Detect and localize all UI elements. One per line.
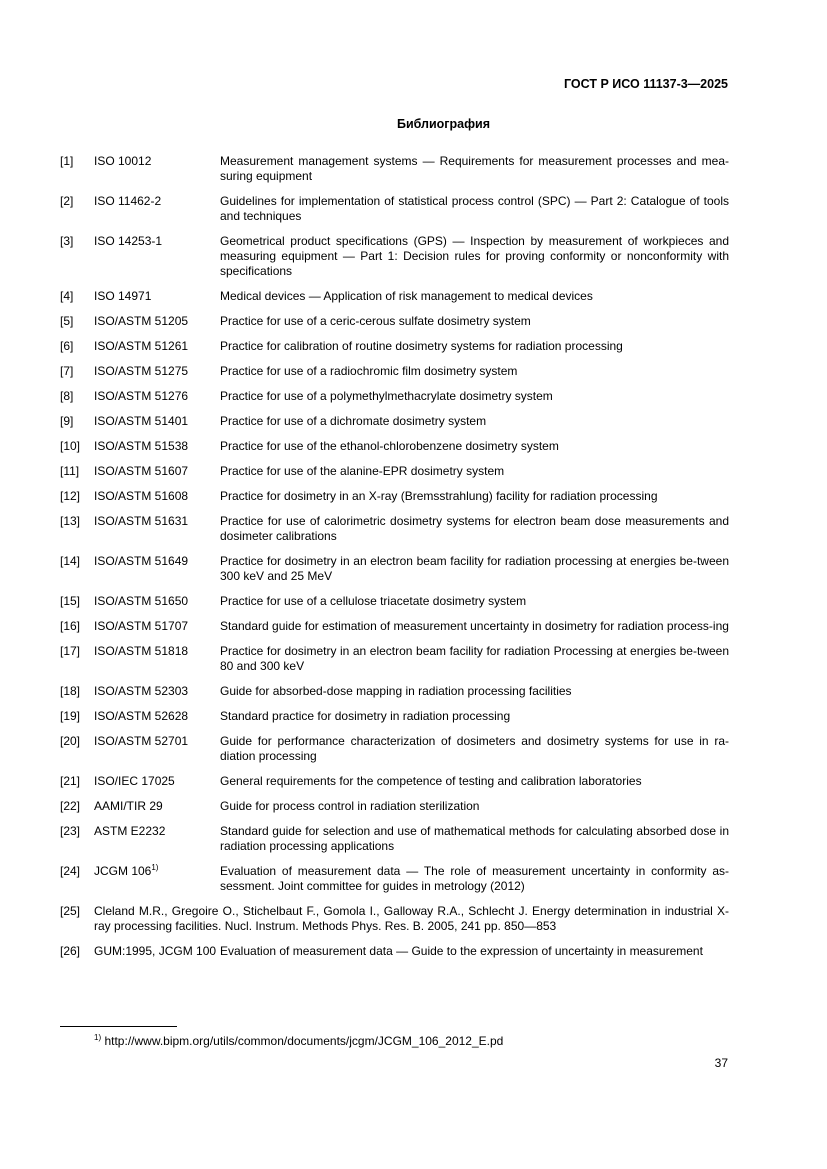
ref-code: ISO/ASTM 51818 [94,644,189,658]
ref-title: Standard guide for estimation of measurement uncertainty in dosimetry for radiation process-ing [220,619,729,633]
ref-code-with-footnote [94,864,220,894]
ref-code: ASTM E2232 [94,824,166,838]
list-item [60,389,729,404]
footnote-separator [60,1026,177,1027]
ref-number: [8] [60,389,74,403]
ref-title: Practice for use of a ceric-cerous sulfate dosimetry system [220,314,531,328]
list-item [60,489,729,504]
ref-number: [26] [60,944,81,958]
ref-title: Practice for use of the alanine-EPR dosimetry system [220,464,505,478]
ref-title: Practice for use of a dichromate dosimetry system [220,414,487,428]
list-item [60,644,729,674]
ref-number: [7] [60,364,74,378]
ref-number: [5] [60,314,74,328]
ref-title: Practice for use of the ethanol-chlorobenzene dosimetry system [220,439,559,453]
ref-title: Practice for use of a radiochromic film dosimetry system [220,364,518,378]
ref-code: ISO/IEC 17025 [94,774,175,788]
footnote-marker: 1) [94,1033,102,1042]
ref-code: ISO/ASTM 51649 [94,554,189,568]
ref-number: [14] [60,554,81,568]
ref-number: [18] [60,684,81,698]
ref-code: ISO/ASTM 51608 [94,489,189,503]
ref-number: [19] [60,709,81,723]
ref-title: Evaluation of measurement data — The role of measurement uncertainty in conformity as-sessment. Joint committee for guides in metrology (2012) [220,864,729,893]
list-item [60,514,729,544]
ref-code: ISO/ASTM 52701 [94,734,189,748]
ref-title: Guide for performance characterization of dosimeters and dosimetry systems for use in ra-diation processing [220,734,729,763]
ref-title: Practice for calibration of routine dosimetry systems for radiation processing [220,339,623,353]
ref-number: [11] [60,464,80,478]
ref-title: Evaluation of measurement data — Guide to the expression of uncertainty in measurement [220,944,703,958]
list-item [60,684,729,699]
ref-code: ISO/ASTM 52628 [94,709,189,723]
ref-title: Practice for use of a polymethylmethacrylate dosimetry system [220,389,553,403]
ref-title: Practice for dosimetry in an electron beam facility for radiation Processing at energies be-tween 80 and 300 keV [220,644,729,673]
ref-code: ISO/ASTM 51631 [94,514,189,528]
ref-number: [21] [60,774,81,788]
list-item [60,194,729,224]
ref-number: [2] [60,194,74,208]
ref-number: [25] [60,904,81,918]
ref-number: [17] [60,644,81,658]
ref-code: ISO/ASTM 52303 [94,684,189,698]
ref-code: ISO/ASTM 51538 [94,439,189,453]
ref-title: Guidelines for implementation of statistical process control (SPC) — Part 2: Catalogue of tools and techniques [220,194,729,223]
list-item [60,234,729,279]
list-item [60,709,729,724]
ref-title: Practice for dosimetry in an electron beam facility for radiation processing at energies be-tween 300 keV and 25 MeV [220,554,729,583]
ref-number: [23] [60,824,81,838]
ref-title: Standard guide for selection and use of mathematical methods for calculating absorbed dose in radiation processing applications [220,824,729,853]
ref-number: [16] [60,619,81,633]
list-item [60,339,729,354]
list-item [60,734,729,764]
page-title: Библиография [396,117,491,131]
ref-code: ISO 14253-1 [94,234,163,248]
ref-number: [10] [60,439,81,453]
list-item [60,314,729,329]
list-item [60,619,729,634]
ref-number: [9] [60,414,74,428]
ref-code: ISO/ASTM 51401 [94,414,189,428]
list-item [60,554,729,584]
ref-code: GUM:1995, JCGM 100 [94,944,217,958]
bibliography-list [60,154,729,969]
list-item [60,774,729,789]
ref-title: Standard practice for dosimetry in radiation processing [220,709,511,723]
ref-code: AAMI/TIR 29 [94,799,163,813]
list-item [60,289,729,304]
ref-title: Medical devices — Application of risk management to medical devices [220,289,593,303]
ref-number: [20] [60,734,81,748]
ref-code: ISO/ASTM 51276 [94,389,189,403]
ref-title: Practice for use of calorimetric dosimetry systems for electron beam dose measurements and dosimeter calibrations [220,514,729,543]
list-item [60,154,729,184]
list-item [60,364,729,379]
ref-number: [4] [60,289,74,303]
ref-title: Measurement management systems — Requirements for measurement processes and mea-suring equipment [220,154,729,183]
ref-title: Geometrical product specifications (GPS) — Inspection by measurement of workpieces and measuring equipment — Part 1: Decision rules for proving conformity or nonconformity with specifications [220,234,729,278]
ref-code: ISO/ASTM 51650 [94,594,189,608]
ref-title: General requirements for the competence of testing and calibration laboratories [220,774,642,788]
footnote-link[interactable]: http://www.bipm.org/utils/common/documents/jcgm/JCGM_106_2012_E.pd [104,1034,504,1048]
ref-code: ISO 14971 [94,289,152,303]
ref-title: Practice for use of a cellulose triacetate dosimetry system [220,594,527,608]
document-header: ГОСТ Р ИСО 11137-3—2025 [564,77,728,91]
list-item [60,594,729,609]
ref-code: ISO/ASTM 51261 [94,339,189,353]
ref-code: ISO/ASTM 51275 [94,364,189,378]
ref-number: [22] [60,799,81,813]
ref-number: [3] [60,234,74,248]
list-item [60,414,729,429]
list-item [60,464,729,479]
footnote [94,1034,503,1049]
page-number: 37 [714,1056,728,1070]
list-item [60,864,729,894]
ref-number: [1] [60,154,74,168]
ref-code: ISO/ASTM 51205 [94,314,189,328]
ref-code: ISO 10012 [94,154,152,168]
ref-number: [6] [60,339,74,353]
list-item [60,799,729,814]
ref-title: Practice for dosimetry in an X-ray (Bremsstrahlung) facility for radiation processing [220,489,658,503]
list-item [60,944,729,959]
ref-number: [15] [60,594,81,608]
list-item [60,824,729,854]
ref-title: Guide for absorbed-dose mapping in radiation processing facilities [220,684,572,698]
ref-number: [13] [60,514,81,528]
ref-code: ISO/ASTM 51607 [94,464,189,478]
list-item [60,904,729,934]
ref-number: [12] [60,489,81,503]
ref-code: JCGM 106 [94,864,152,878]
ref-title: Guide for process control in radiation sterilization [220,799,480,813]
ref-code: ISO/ASTM 51707 [94,619,189,633]
ref-full-citation: Cleland M.R., Gregoire O., Stichelbaut F., Gomola I., Galloway R.A., Schlecht J. Energy determination in industrial X-ray processing facilities. Nucl. Instrum. Methods Phys. Res. B. 2005, 241 pp. 850—853 [94,904,729,933]
ref-code: ISO 11462-2 [94,194,162,208]
ref-number: [24] [60,864,81,878]
footnote-marker: 1) [151,863,159,872]
list-item [60,439,729,454]
